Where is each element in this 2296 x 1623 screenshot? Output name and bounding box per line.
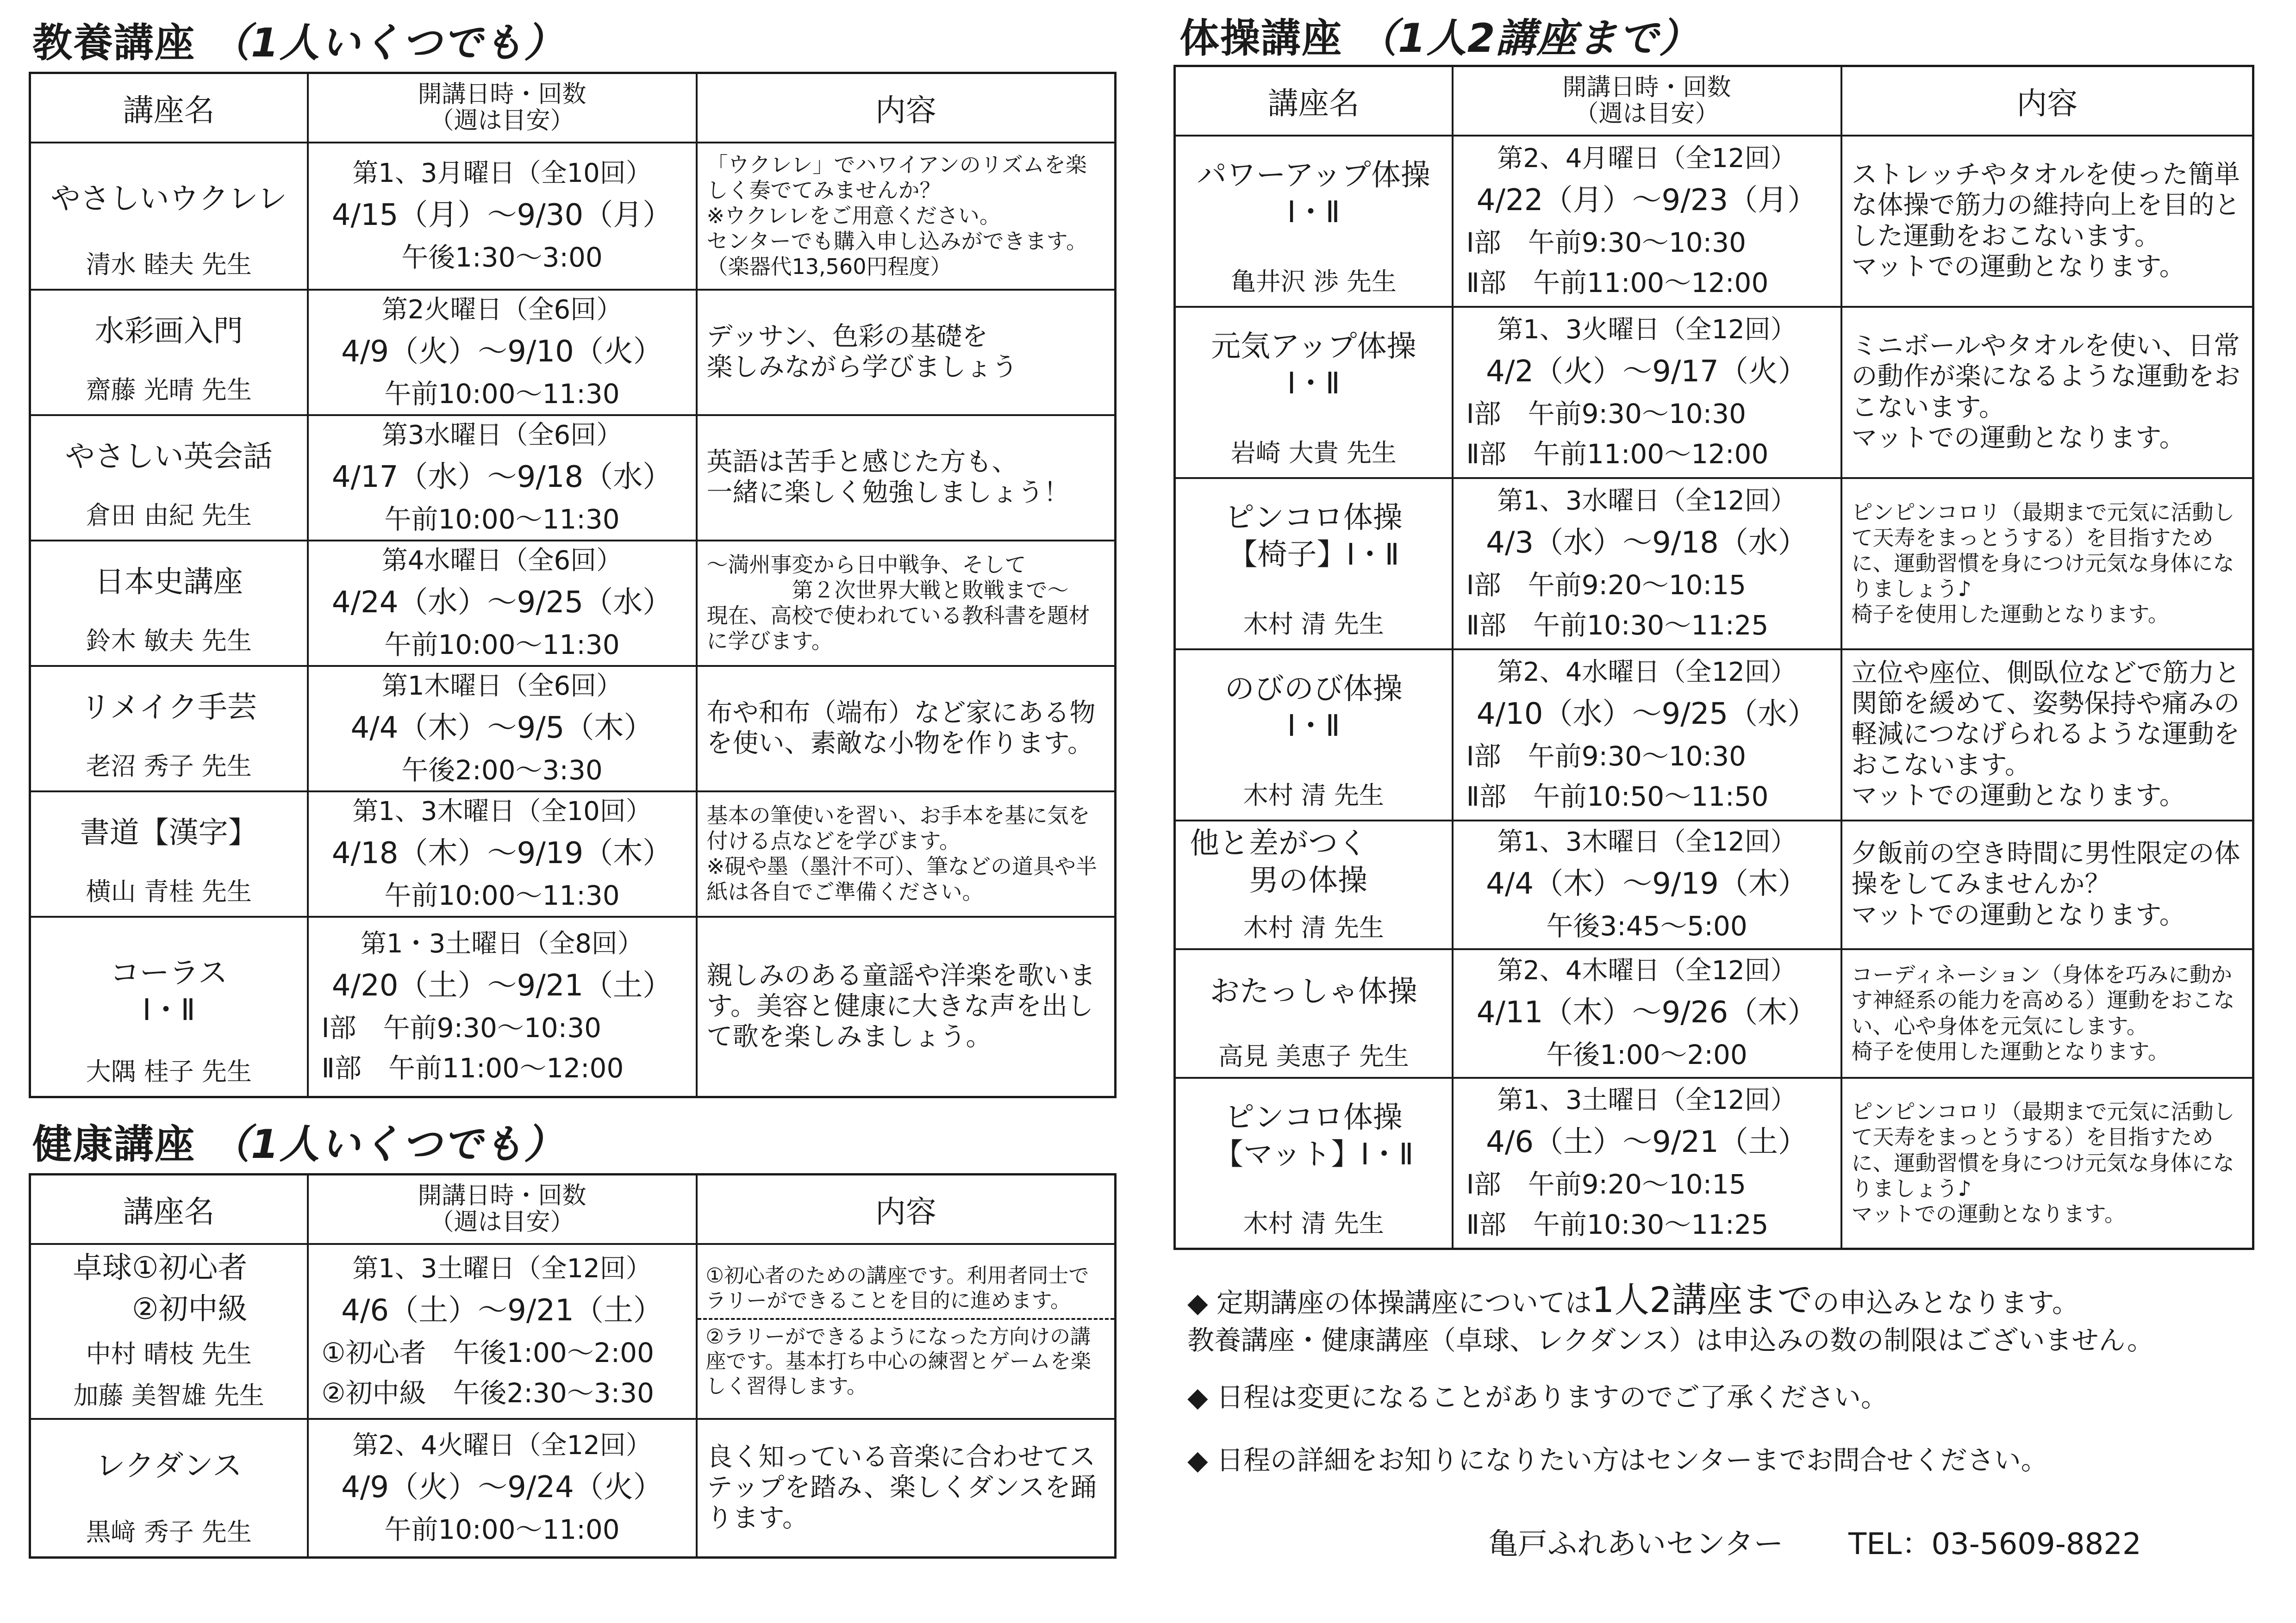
teacher-name: 木村 清 先生 [1243, 913, 1384, 942]
course-name-cell [30, 415, 308, 541]
course-name: コーラス Ⅰ・Ⅱ [110, 956, 228, 1027]
course-name-cell [1175, 649, 1453, 821]
content-cell: 基本の筆使いを習い、お手本を基に気を付ける点などを学びます。 ※硯や墨（墨汁不可）、筆などの道具や半紙は各自でご準備ください。 [697, 791, 1116, 917]
table-row [1175, 136, 2253, 307]
content-cell: 親しみのある童謡や洋楽を歌います。美容と健康に大きな声を出して歌を楽しみましょう。 [697, 917, 1116, 1097]
course-name: やさしい英会話 [65, 439, 273, 474]
schedule-cell: 第2、4月曜日（全12回） 4/22（月）～9/23（月） Ⅰ部 午前9:30～10:30 Ⅱ部 午前11:00～12:00 [1453, 136, 1841, 307]
content-cell: ～満州事変から日中戦争、そして 第２次世界大戦と敗戦まで～ 現在、高校で使われている教科書を題材に学びます。 [697, 541, 1116, 666]
notes-block [1187, 1277, 2154, 1478]
schedule-cell: 第1、3月曜日（全10回） 4/15（月）～9/30（月） 午後1:30～3:00 [308, 143, 697, 290]
content-cell: ピンピンコロリ（最期まで元気に活動して天寿をまっとうする）を目指すために、運動習慣を身につけ元気な身体になりましょう♪ マットでの運動となります。 [1841, 1078, 2253, 1249]
teacher-name: 清水 睦夫 先生 [86, 249, 252, 279]
content-cell: ストレッチやタオルを使った簡単な体操で筋力の維持向上を目的とした運動をおこないます。 マットでの運動となります。 [1841, 136, 2253, 307]
teacher-name: 大隅 桂子 先生 [86, 1057, 252, 1086]
note-1: ◆ 定期講座の体操講座については1人2講座までの申込みとなります。 [1187, 1279, 2079, 1320]
content-cell: デッサン、色彩の基礎を 楽しみながら学びましょう [697, 290, 1116, 415]
course-name: ピンコロ体操 【椅子】Ⅰ・Ⅱ [1224, 500, 1403, 572]
course-name-cell [30, 666, 308, 791]
teacher-name: 鈴木 敏夫 先生 [86, 626, 252, 655]
course-name: 元気アップ体操 Ⅰ・Ⅱ [1210, 329, 1416, 401]
teacher-name: 木村 清 先生 [1243, 780, 1384, 810]
taiso-header-row [1175, 66, 2253, 136]
teacher-name: 黒﨑 秀子 先生 [86, 1517, 252, 1547]
schedule-cell: 第1、3水曜日（全12回） 4/3（水）～9/18（水） Ⅰ部 午前9:20～10:15 Ⅱ部 午前10:30～11:25 [1453, 478, 1841, 649]
note-3: ◆ 日程の詳細をお知りになりたい方はセンターまでお問合せください。 [1187, 1444, 2048, 1476]
schedule-cell: 第1、3火曜日（全12回） 4/2（火）～9/17（火） Ⅰ部 午前9:30～10:30 Ⅱ部 午前11:00～12:00 [1453, 307, 1841, 478]
table-row [1175, 649, 2253, 821]
table-row [1175, 949, 2253, 1078]
center-name: 亀戸ふれあいセンター [1488, 1527, 1784, 1561]
content-cell: 夕飯前の空き時間に男性限定の体操をしてみませんか？ マットでの運動となります。 [1841, 821, 2253, 949]
col-header-name: 講座名 [30, 1175, 308, 1244]
course-name: 日本史講座 [94, 565, 243, 599]
table-row [1175, 1078, 2253, 1249]
schedule-cell: 第1、3木曜日（全10回） 4/18（木）～9/19（木） 午前10:00～11:30 [308, 791, 697, 917]
schedule-cell: 第1、3土曜日（全12回） 4/6（土）～9/21（土） ①初心者 午後1:00～2:00 ②初中級 午後2:30～3:30 [308, 1244, 697, 1419]
course-name: リメイク手芸 [81, 690, 257, 725]
content-cell: コーディネーション（身体を巧みに動かす神経系の能力を高める）運動をおこない、心や身体を元気にします。 椅子を使用した運動となります。 [1841, 949, 2253, 1078]
col-header-schedule: 開講日時・回数 （週は目安） [308, 1175, 697, 1244]
content-beginner: ①初心者のための講座です。利用者同士でラリーができることを目的に進めます。 [705, 1264, 1089, 1312]
schedule-cell: 第2、4火曜日（全12回） 4/9（火）～9/24（火） 午前10:00～11:00 [308, 1419, 697, 1558]
teacher-name: 岩崎 大貴 先生 [1230, 438, 1397, 467]
course-name-cell [1175, 821, 1453, 949]
course-name-cell [30, 143, 308, 290]
teacher-name: 倉田 由紀 先生 [86, 500, 252, 530]
kenko-header-row [30, 1175, 1116, 1244]
course-name-cell [1175, 1078, 1453, 1249]
content-cell: 立位や座位、側臥位などで筋力と関節を緩めて、姿勢保持や痛みの軽減につなげられるような運動をおこないます。 マットでの運動となります。 [1841, 649, 2253, 821]
schedule-cell: 第1木曜日（全6回） 4/4（木）～9/5（木） 午後2:00～3:30 [308, 666, 697, 791]
table-row [30, 1244, 1116, 1419]
course-name: ピンコロ体操 【マット】Ⅰ・Ⅱ [1213, 1100, 1414, 1172]
table-row [1175, 307, 2253, 478]
kyoyo-heading: 教養講座 （1人いくつでも） [32, 20, 565, 66]
teacher-name: 加藤 美智雄 先生 [73, 1380, 264, 1410]
col-header-name: 講座名 [1175, 66, 1453, 136]
content-cell: ピンピンコロリ（最期まで元気に活動して天寿をまっとうする）を目指すために、運動習慣を身につけ元気な身体になりましょう♪ 椅子を使用した運動となります。 [1841, 478, 2253, 649]
note-1-sub: 教養講座・健康講座（卓球、レクダンス）は申込みの数の制限はございません。 [1187, 1324, 2154, 1356]
course-name-cell [30, 290, 308, 415]
table-row [1175, 821, 2253, 949]
content-intermediate: ②ラリーができるようになった方向けの講座です。基本打ち中心の練習とゲームを楽しく習得します。 [698, 1318, 1115, 1404]
table-row [30, 415, 1116, 541]
schedule-cell: 第2火曜日（全6回） 4/9（火）～9/10（火） 午前10:00～11:30 [308, 290, 697, 415]
table-row [30, 1419, 1116, 1558]
teacher-name: 中村 晴枝 先生 [86, 1339, 252, 1368]
table-row [1175, 478, 2253, 649]
course-name: 卓球①初心者 ②初中級 [73, 1250, 248, 1327]
col-header-schedule: 開講日時・回数 （週は目安） [1453, 66, 1841, 136]
table-row [30, 290, 1116, 415]
schedule-cell: 第1・3土曜日（全8回） 4/20（土）～9/21（土） Ⅰ部 午前9:30～10:30 Ⅱ部 午前11:00～12:00 [308, 917, 697, 1097]
col-header-content: 内容 [697, 73, 1116, 143]
course-name-cell [30, 1244, 308, 1419]
kyoyo-header-row [30, 73, 1116, 143]
content-cell [697, 1244, 1116, 1419]
content-cell: 布や和布（端布）など家にある物を使い、素敵な小物を作ります。 [697, 666, 1116, 791]
col-header-content: 内容 [1841, 66, 2253, 136]
course-name: 水彩画入門 [94, 314, 243, 348]
teacher-name: 高見 美恵子 先生 [1218, 1041, 1409, 1071]
course-name-cell [1175, 307, 1453, 478]
schedule-cell: 第3水曜日（全6回） 4/17（水）～9/18（水） 午前10:00～11:30 [308, 415, 697, 541]
table-row [30, 143, 1116, 290]
teacher-name: 齋藤 光晴 先生 [86, 375, 252, 404]
teacher-name: 亀井沢 渉 先生 [1230, 267, 1397, 296]
kenko-heading: 健康講座 （1人いくつでも） [32, 1121, 565, 1168]
table-row [30, 666, 1116, 791]
table-row [30, 917, 1116, 1097]
course-name: レクダンス [95, 1449, 242, 1483]
teacher-name: 木村 清 先生 [1243, 609, 1384, 639]
course-name: 他と差がつく 男の体操 [1190, 826, 1367, 898]
schedule-cell: 第2、4木曜日（全12回） 4/11（木）～9/26（木） 午後1:00～2:00 [1453, 949, 1841, 1078]
course-name-cell [1175, 136, 1453, 307]
course-name-cell [30, 541, 308, 666]
kyoyo-table [29, 72, 1117, 1098]
teacher-name: 横山 青桂 先生 [86, 877, 252, 906]
col-header-name: 講座名 [30, 73, 308, 143]
table-row [30, 791, 1116, 917]
schedule-cell: 第4水曜日（全6回） 4/24（水）～9/25（水） 午前10:00～11:30 [308, 541, 697, 666]
course-name: やさしいウクレレ [50, 181, 287, 216]
content-cell: 「ウクレレ」でハワイアンのリズムを楽しく奏でてみませんか？ ※ウクレレをご用意ください。 センターでも購入申し込みができます。 （楽器代13,560円程度） [697, 143, 1116, 290]
content-cell: 英語は苦手と感じた方も、 一緒に楽しく勉強しましょう！ [697, 415, 1116, 541]
schedule-cell: 第1、3木曜日（全12回） 4/4（木）～9/19（木） 午後3:45～5:00 [1453, 821, 1841, 949]
note-2: ◆ 日程は変更になることがありますのでご了承ください。 [1187, 1381, 1888, 1413]
taiso-heading: 体操講座 （1人2講座まで） [1179, 15, 1700, 62]
course-name-cell [30, 1419, 308, 1558]
course-name: おたっしゃ体操 [1210, 974, 1417, 1009]
teacher-name: 老沼 秀子 先生 [86, 751, 252, 781]
course-name-cell [30, 791, 308, 917]
schedule-cell: 第2、4水曜日（全12回） 4/10（水）～9/25（水） Ⅰ部 午前9:30～10:30 Ⅱ部 午前10:50～11:50 [1453, 649, 1841, 821]
teacher-name: 木村 清 先生 [1243, 1209, 1384, 1238]
kenko-table [29, 1173, 1117, 1559]
course-name-cell [1175, 478, 1453, 649]
course-name: パワーアップ体操 Ⅰ・Ⅱ [1197, 158, 1430, 230]
table-row [30, 541, 1116, 666]
schedule-cell: 第1、3土曜日（全12回） 4/6（土）～9/21（土） Ⅰ部 午前9:20～10:15 Ⅱ部 午前10:30～11:25 [1453, 1078, 1841, 1249]
course-name: 書道【漢字】 [80, 815, 258, 850]
taiso-table [1173, 65, 2254, 1250]
course-name: のびのび体操 Ⅰ・Ⅱ [1224, 672, 1403, 743]
col-header-content: 内容 [697, 1175, 1116, 1244]
phone-number: TEL：03-5609-8822 [1848, 1527, 2141, 1561]
content-cell: ミニボールやタオルを使い、日常の動作が楽になるような運動をおこないます。 マットでの運動となります。 [1841, 307, 2253, 478]
course-name-cell [1175, 949, 1453, 1078]
course-name-cell [30, 917, 308, 1097]
content-cell: 良く知っている音楽に合わせてステップを踏み、楽しくダンスを踊ります。 [697, 1419, 1116, 1558]
col-header-schedule: 開講日時・回数 （週は目安） [308, 73, 697, 143]
footer [1488, 1520, 2141, 1563]
